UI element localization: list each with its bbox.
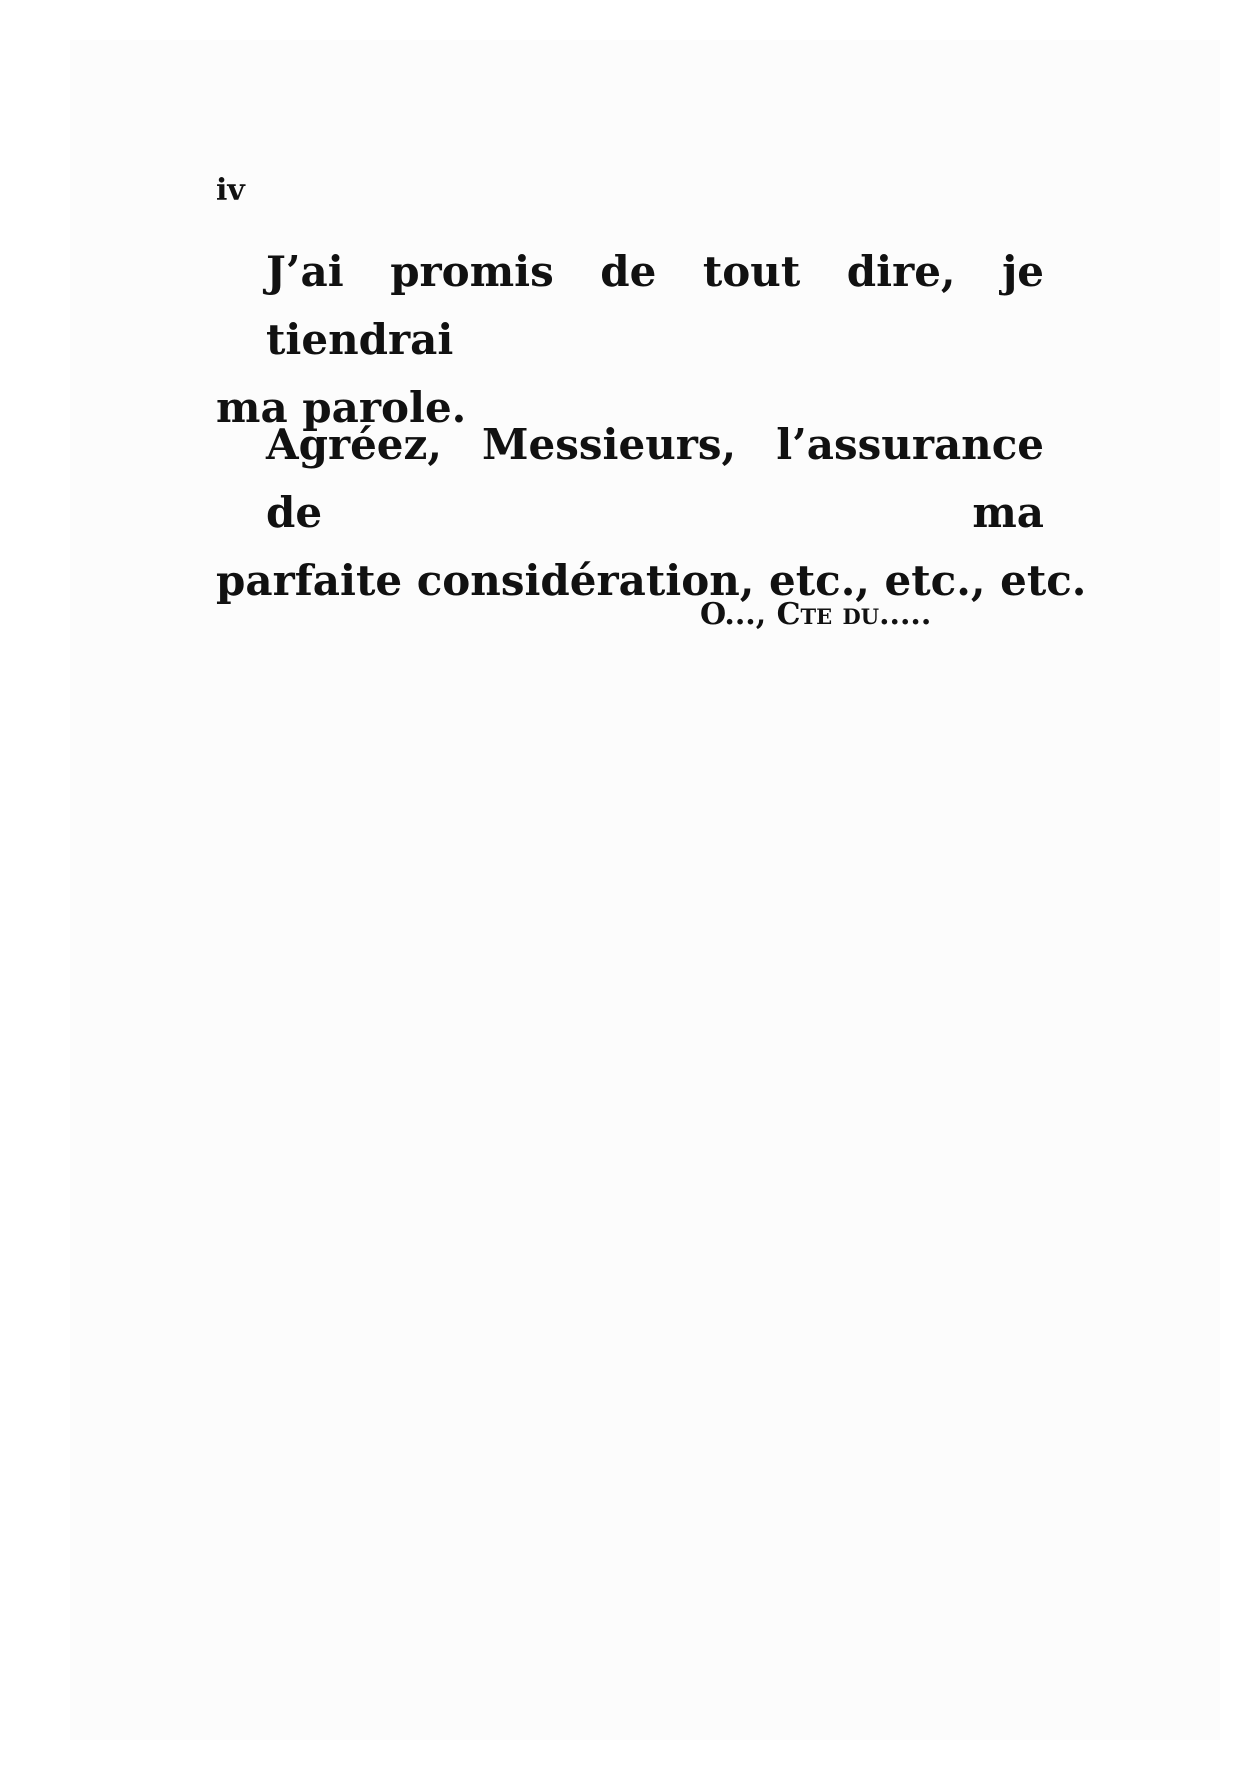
text-line: ma parole. bbox=[216, 383, 467, 432]
signature: O..., Cte du..... bbox=[700, 597, 932, 632]
page-number: iv bbox=[216, 173, 245, 208]
text-line: J’ai promis de tout dire, je tiendrai bbox=[266, 247, 1044, 364]
paragraph-closing bbox=[216, 411, 1087, 615]
text-line: parfaite considération, etc., etc., etc. bbox=[216, 556, 1087, 605]
text-line: Agréez, Messieurs, l’assurance de ma bbox=[266, 420, 1044, 537]
